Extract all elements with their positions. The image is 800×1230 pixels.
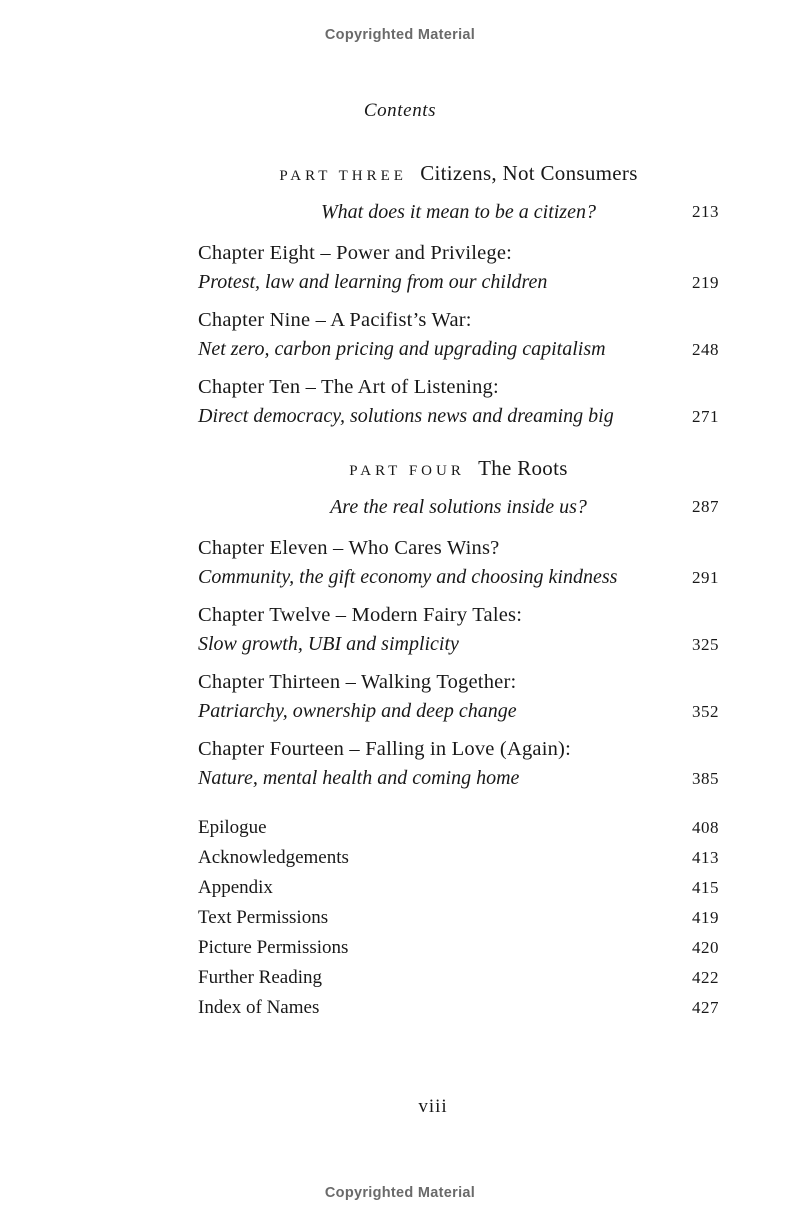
chapter-title: Chapter Nine – A Pacifist’s War:	[198, 309, 472, 331]
back-matter-entry	[198, 903, 719, 933]
part-heading	[198, 158, 719, 191]
chapter-page-number: 291	[692, 568, 719, 587]
chapter-page-number: 219	[692, 273, 719, 292]
back-matter-entry	[198, 843, 719, 873]
back-matter-title: Index of Names	[198, 997, 320, 1018]
part-subtitle: Are the real solutions inside us?	[330, 496, 587, 518]
page-folio: viii	[418, 1096, 448, 1117]
chapter-title: Chapter Ten – The Art of Listening:	[198, 376, 499, 398]
chapter-title: Chapter Eight – Power and Privilege:	[198, 242, 513, 264]
part-page-number: 213	[692, 202, 719, 221]
copyright-notice-bottom: Copyrighted Material	[324, 1185, 476, 1201]
chapter-subtitle-row	[198, 402, 719, 431]
back-matter-page-number: 422	[692, 968, 719, 987]
back-matter-title: Epilogue	[198, 817, 267, 838]
back-matter-title: Text Permissions	[198, 907, 329, 928]
chapter-subtitle: Nature, mental health and coming home	[198, 767, 520, 789]
chapter-title: Chapter Fourteen – Falling in Love (Again):	[198, 738, 571, 760]
back-matter-entry	[198, 993, 719, 1023]
chapter-page-number: 352	[692, 702, 719, 721]
chapter-entry	[198, 373, 719, 431]
chapter-entry	[198, 534, 719, 592]
chapter-subtitle-row	[198, 335, 719, 364]
back-matter-page-number: 408	[692, 818, 719, 837]
chapter-entry	[198, 735, 719, 793]
part-label: PART FOUR	[349, 463, 465, 479]
chapter-page-number: 271	[692, 407, 719, 426]
chapter-page-number: 385	[692, 769, 719, 788]
back-matter-entry	[198, 873, 719, 903]
chapter-entry	[198, 601, 719, 659]
chapter-title: Chapter Twelve – Modern Fairy Tales:	[198, 604, 523, 626]
chapter-subtitle: Patriarchy, ownership and deep change	[198, 700, 517, 722]
back-matter-page-number: 420	[692, 938, 719, 957]
chapter-subtitle: Direct democracy, solutions news and dreaming big	[198, 405, 614, 427]
contents-heading: Contents	[363, 100, 437, 121]
back-matter-page-number: 419	[692, 908, 719, 927]
chapter-subtitle-row	[198, 630, 719, 659]
back-matter-title: Picture Permissions	[198, 937, 349, 958]
part-title: Citizens, Not Consumers	[420, 161, 638, 185]
chapter-subtitle: Slow growth, UBI and simplicity	[198, 633, 459, 655]
back-matter-title: Acknowledgements	[198, 847, 349, 868]
copyright-notice-top: Copyrighted Material	[324, 27, 476, 43]
part-subtitle-row	[198, 197, 719, 227]
chapter-subtitle-row	[198, 268, 719, 297]
chapter-subtitle-row	[198, 764, 719, 793]
back-matter-page-number: 427	[692, 998, 719, 1017]
chapter-entry	[198, 306, 719, 364]
chapter-page-number: 248	[692, 340, 719, 359]
toc-part-four	[198, 453, 719, 793]
back-matter-entry	[198, 933, 719, 963]
chapter-subtitle-row	[198, 697, 719, 726]
chapter-subtitle: Protest, law and learning from our children	[198, 271, 548, 293]
chapter-subtitle: Community, the gift economy and choosing kindness	[198, 566, 618, 588]
part-page-number: 287	[692, 497, 719, 516]
part-heading	[198, 453, 719, 486]
back-matter-title: Appendix	[198, 877, 273, 898]
back-matter-entry	[198, 963, 719, 993]
back-matter-entry	[198, 813, 719, 843]
chapter-title: Chapter Eleven – Who Cares Wins?	[198, 537, 500, 559]
chapter-subtitle: Net zero, carbon pricing and upgrading capitalism	[198, 338, 606, 360]
back-matter-page-number: 415	[692, 878, 719, 897]
chapter-subtitle-row	[198, 563, 719, 592]
back-matter-page-number: 413	[692, 848, 719, 867]
back-matter	[198, 813, 719, 1023]
chapter-entry	[198, 668, 719, 726]
chapter-entry	[198, 239, 719, 297]
back-matter-title: Further Reading	[198, 967, 323, 988]
toc-part-three	[198, 158, 719, 431]
part-subtitle: What does it mean to be a citizen?	[321, 201, 596, 223]
part-label: PART THREE	[279, 168, 407, 184]
table-of-contents	[198, 158, 719, 1023]
chapter-page-number: 325	[692, 635, 719, 654]
chapter-title: Chapter Thirteen – Walking Together:	[198, 671, 517, 693]
part-subtitle-row	[198, 492, 719, 522]
part-title: The Roots	[478, 456, 568, 480]
